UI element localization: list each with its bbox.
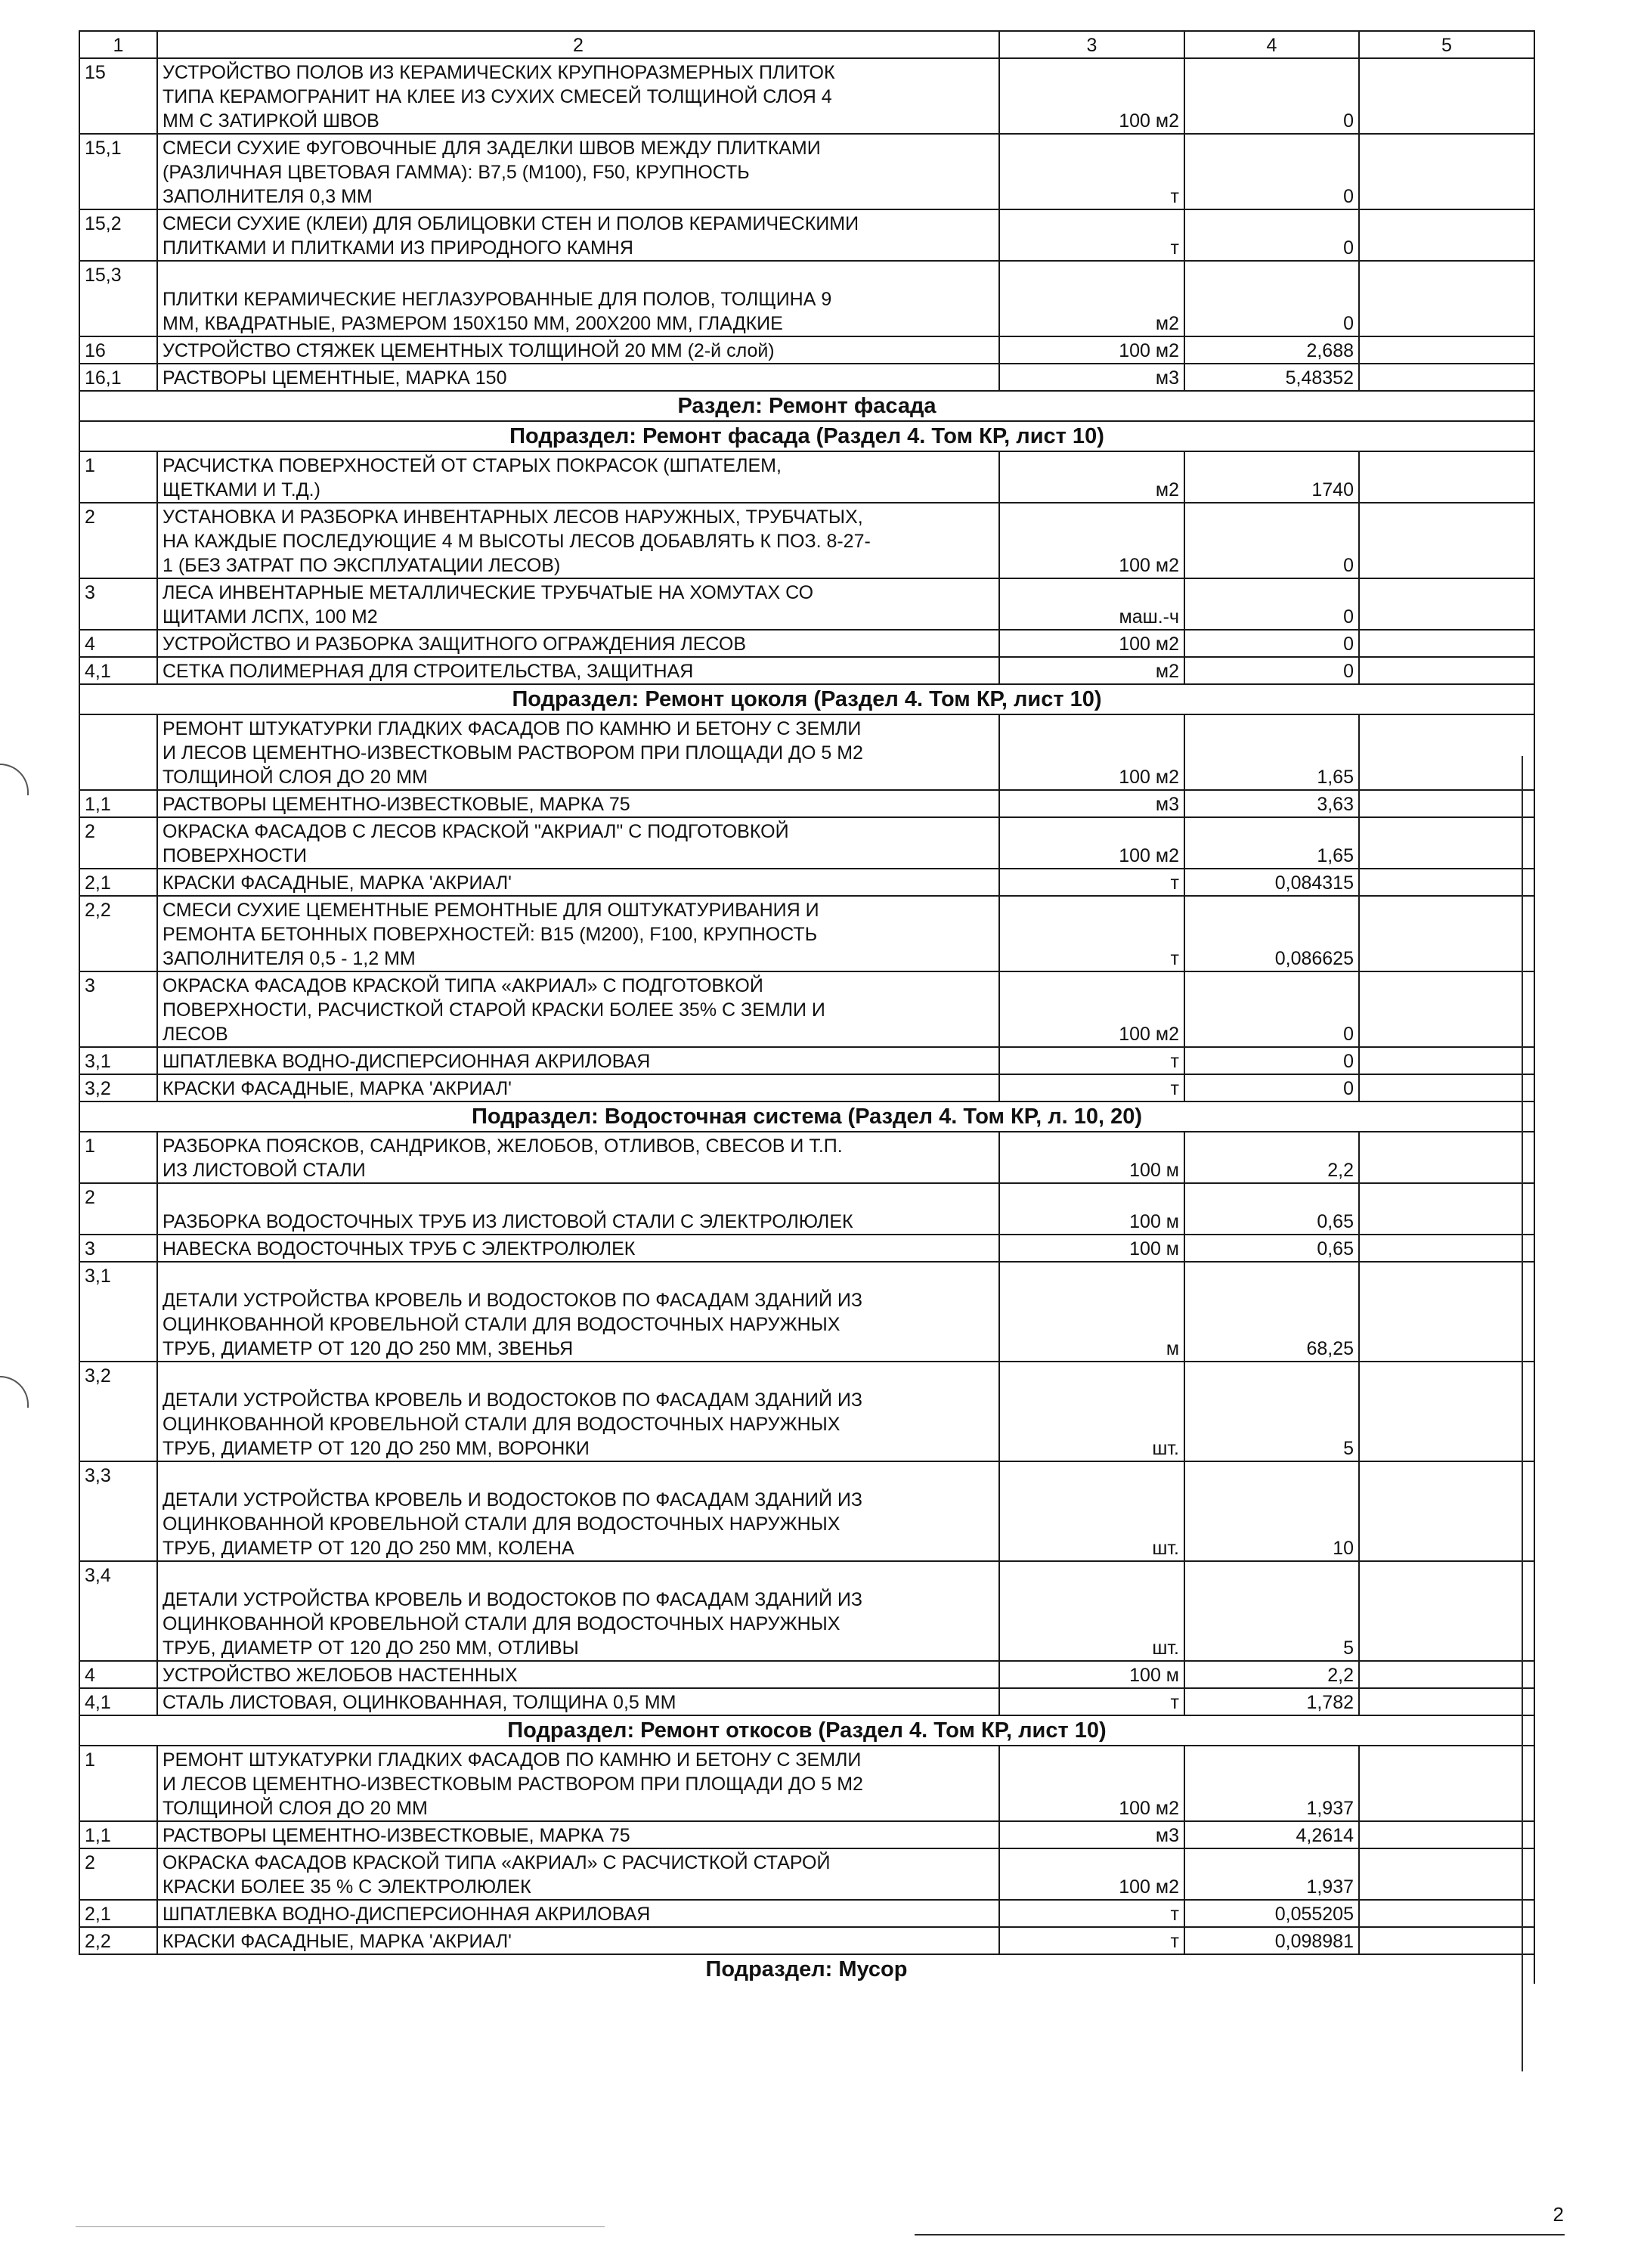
item-quantity: 2,2 (1184, 1661, 1359, 1688)
item-number: 2 (79, 817, 157, 869)
item-column-5 (1359, 503, 1534, 578)
item-number: 15,1 (79, 134, 157, 209)
item-number: 4,1 (79, 657, 157, 684)
item-unit: т (999, 869, 1184, 896)
item-name: ЛЕСА ИНВЕНТАРНЫЕ МЕТАЛЛИЧЕСКИЕ ТРУБЧАТЫЕ НА ХОМУТАХ СО ЩИТАМИ ЛСПХ, 100 М2 (157, 578, 999, 630)
item-number: 3,1 (79, 1262, 157, 1362)
item-name: РАСЧИСТКА ПОВЕРХНОСТЕЙ ОТ СТАРЫХ ПОКРАСОК (ШПАТЕЛЕМ, ЩЕТКАМИ И Т.Д.) (157, 451, 999, 503)
item-number: 2 (79, 1848, 157, 1900)
item-number: 3,2 (79, 1074, 157, 1101)
item-name: КРАСКИ ФАСАДНЫЕ, МАРКА 'АКРИАЛ' (157, 1074, 999, 1101)
estimate-table (79, 30, 1535, 1984)
item-number: 1,1 (79, 790, 157, 817)
item-number: 15,2 (79, 209, 157, 261)
item-unit: м2 (999, 261, 1184, 336)
column-number: 5 (1359, 31, 1534, 58)
item-column-5 (1359, 1074, 1534, 1101)
table-row (79, 261, 1534, 336)
item-name: РАСТВОРЫ ЦЕМЕНТНЫЕ, МАРКА 150 (157, 364, 999, 391)
item-column-5 (1359, 971, 1534, 1047)
table-row (79, 714, 1534, 790)
table-row (79, 578, 1534, 630)
item-column-5 (1359, 209, 1534, 261)
table-row (79, 1688, 1534, 1715)
item-unit: т (999, 1900, 1184, 1927)
item-column-5 (1359, 1661, 1534, 1688)
table-row (79, 134, 1534, 209)
item-name: РАСТВОРЫ ЦЕМЕНТНО-ИЗВЕСТКОВЫЕ, МАРКА 75 (157, 790, 999, 817)
section-title: Раздел: Ремонт фасада (79, 391, 1534, 421)
item-number: 3,4 (79, 1561, 157, 1661)
item-unit: м3 (999, 790, 1184, 817)
column-number-row (79, 31, 1534, 58)
subsection-title: Подраздел: Водосточная система (Раздел 4. Том КР, л. 10, 20) (79, 1101, 1534, 1132)
item-name: УСТАНОВКА И РАЗБОРКА ИНВЕНТАРНЫХ ЛЕСОВ НАРУЖНЫХ, ТРУБЧАТЫХ, НА КАЖДЫЕ ПОСЛЕДУЮЩИЕ 4 М ВЫСОТЫ ЛЕСОВ ДОБАВЛЯТЬ К ПОЗ. 8-27- 1 (БЕЗ ЗАТРАТ ПО ЭКСПЛУАТАЦИИ ЛЕСОВ) (157, 503, 999, 578)
item-quantity: 0 (1184, 971, 1359, 1047)
item-name: СМЕСИ СУХИЕ (КЛЕИ) ДЛЯ ОБЛИЦОВКИ СТЕН И ПОЛОВ КЕРАМИЧЕСКИМИ ПЛИТКАМИ И ПЛИТКАМИ ИЗ ПРИРОДНОГО КАМНЯ (157, 209, 999, 261)
table-row (79, 336, 1534, 364)
item-number: 2,2 (79, 1927, 157, 1954)
table-row (79, 869, 1534, 896)
item-unit: 100 м2 (999, 503, 1184, 578)
page-number: 2 (1553, 2203, 1564, 2226)
item-number: 3,2 (79, 1362, 157, 1461)
table-row (79, 1132, 1534, 1183)
item-unit: м2 (999, 451, 1184, 503)
item-number: 15,3 (79, 261, 157, 336)
binder-hole-mark (0, 1376, 29, 1408)
item-unit: 100 м2 (999, 817, 1184, 869)
item-column-5 (1359, 58, 1534, 134)
item-name: УСТРОЙСТВО ПОЛОВ ИЗ КЕРАМИЧЕСКИХ КРУПНОРАЗМЕРНЫХ ПЛИТОК ТИПА КЕРАМОГРАНИТ НА КЛЕЕ ИЗ СУХИХ СМЕСЕЙ ТОЛЩИНОЙ СЛОЯ 4 ММ С ЗАТИРКОЙ ШВОВ (157, 58, 999, 134)
item-number: 16,1 (79, 364, 157, 391)
item-number: 3,3 (79, 1461, 157, 1561)
item-column-5 (1359, 1688, 1534, 1715)
item-quantity: 0 (1184, 630, 1359, 657)
item-name: ШПАТЛЕВКА ВОДНО-ДИСПЕРСИОННАЯ АКРИЛОВАЯ (157, 1900, 999, 1927)
item-name: ОКРАСКА ФАСАДОВ КРАСКОЙ ТИПА «АКРИАЛ» С РАСЧИСТКОЙ СТАРОЙ КРАСКИ БОЛЕЕ 35 % С ЭЛЕКТРОЛЮЛЕК (157, 1848, 999, 1900)
item-unit: 100 м (999, 1183, 1184, 1235)
item-unit: т (999, 896, 1184, 971)
item-column-5 (1359, 896, 1534, 971)
item-quantity: 0,65 (1184, 1183, 1359, 1235)
item-quantity: 5 (1184, 1362, 1359, 1461)
table-row (79, 1927, 1534, 1954)
item-number: 15 (79, 58, 157, 134)
table-row (79, 1821, 1534, 1848)
item-quantity: 0,65 (1184, 1235, 1359, 1262)
item-name: ДЕТАЛИ УСТРОЙСТВА КРОВЕЛЬ И ВОДОСТОКОВ ПО ФАСАДАМ ЗДАНИЙ ИЗ ОЦИНКОВАННОЙ КРОВЕЛЬНОЙ СТАЛИ ДЛЯ ВОДОСТОЧНЫХ НАРУЖНЫХ ТРУБ, ДИАМЕТР ОТ 120 ДО 250 ММ, КОЛЕНА (157, 1461, 999, 1561)
column-number: 3 (999, 31, 1184, 58)
item-unit: т (999, 1688, 1184, 1715)
item-number: 3,1 (79, 1047, 157, 1074)
item-number: 1 (79, 1746, 157, 1821)
item-column-5 (1359, 1821, 1534, 1848)
item-unit: 100 м (999, 1235, 1184, 1262)
subsection-title: Подраздел: Ремонт цоколя (Раздел 4. Том КР, лист 10) (79, 684, 1534, 714)
table-row (79, 364, 1534, 391)
item-column-5 (1359, 1132, 1534, 1183)
item-name: СЕТКА ПОЛИМЕРНАЯ ДЛЯ СТРОИТЕЛЬСТВА, ЗАЩИТНАЯ (157, 657, 999, 684)
item-name: ШПАТЛЕВКА ВОДНО-ДИСПЕРСИОННАЯ АКРИЛОВАЯ (157, 1047, 999, 1074)
item-unit: т (999, 134, 1184, 209)
table-row (79, 1461, 1534, 1561)
column-number: 4 (1184, 31, 1359, 58)
item-number: 1 (79, 1132, 157, 1183)
item-number: 2,1 (79, 869, 157, 896)
item-column-5 (1359, 1183, 1534, 1235)
item-name: СМЕСИ СУХИЕ ЦЕМЕНТНЫЕ РЕМОНТНЫЕ ДЛЯ ОШТУКАТУРИВАНИЯ И РЕМОНТА БЕТОННЫХ ПОВЕРХНОСТЕЙ: В15 (М200), F100, КРУПНОСТЬ ЗАПОЛНИТЕЛЯ 0,5 - 1,2 ММ (157, 896, 999, 971)
table-row (79, 1661, 1534, 1688)
subsection-heading-row (79, 421, 1534, 451)
item-name: ОКРАСКА ФАСАДОВ С ЛЕСОВ КРАСКОЙ "АКРИАЛ" С ПОДГОТОВКОЙ ПОВЕРХНОСТИ (157, 817, 999, 869)
item-name: ДЕТАЛИ УСТРОЙСТВА КРОВЕЛЬ И ВОДОСТОКОВ ПО ФАСАДАМ ЗДАНИЙ ИЗ ОЦИНКОВАННОЙ КРОВЕЛЬНОЙ СТАЛИ ДЛЯ ВОДОСТОЧНЫХ НАРУЖНЫХ ТРУБ, ДИАМЕТР ОТ 120 ДО 250 ММ, ВОРОНКИ (157, 1362, 999, 1461)
item-quantity: 1740 (1184, 451, 1359, 503)
item-column-5 (1359, 1927, 1534, 1954)
item-number: 2,2 (79, 896, 157, 971)
item-quantity: 0 (1184, 261, 1359, 336)
table-row (79, 1074, 1534, 1101)
item-column-5 (1359, 657, 1534, 684)
item-number: 2 (79, 1183, 157, 1235)
item-unit: 100 м2 (999, 630, 1184, 657)
item-unit: м3 (999, 364, 1184, 391)
item-quantity: 0,084315 (1184, 869, 1359, 896)
item-quantity: 0 (1184, 1074, 1359, 1101)
table-row (79, 1900, 1534, 1927)
table-row (79, 896, 1534, 971)
item-column-5 (1359, 1848, 1534, 1900)
item-column-5 (1359, 364, 1534, 391)
item-quantity: 1,65 (1184, 817, 1359, 869)
item-column-5 (1359, 1461, 1534, 1561)
item-quantity: 0 (1184, 1047, 1359, 1074)
item-number: 1 (79, 451, 157, 503)
scan-edge-line (76, 2226, 605, 2227)
item-column-5 (1359, 1047, 1534, 1074)
binder-hole-mark (0, 764, 29, 795)
item-number: 3 (79, 578, 157, 630)
subsection-heading-row (79, 1715, 1534, 1746)
item-column-5 (1359, 451, 1534, 503)
item-quantity: 4,2614 (1184, 1821, 1359, 1848)
table-row (79, 1235, 1534, 1262)
item-quantity: 10 (1184, 1461, 1359, 1561)
item-unit: т (999, 1047, 1184, 1074)
item-column-5 (1359, 869, 1534, 896)
item-unit: т (999, 209, 1184, 261)
item-quantity: 1,937 (1184, 1848, 1359, 1900)
item-number: 2,1 (79, 1900, 157, 1927)
table-row (79, 209, 1534, 261)
subsection-heading-row (79, 684, 1534, 714)
table-row (79, 1362, 1534, 1461)
item-quantity: 1,937 (1184, 1746, 1359, 1821)
item-quantity: 5,48352 (1184, 364, 1359, 391)
table-row (79, 1746, 1534, 1821)
item-unit: 100 м2 (999, 1746, 1184, 1821)
item-name: КРАСКИ ФАСАДНЫЕ, МАРКА 'АКРИАЛ' (157, 1927, 999, 1954)
item-column-5 (1359, 1235, 1534, 1262)
item-column-5 (1359, 261, 1534, 336)
table-row (79, 657, 1534, 684)
item-quantity: 0 (1184, 503, 1359, 578)
item-column-5 (1359, 336, 1534, 364)
item-quantity: 1,65 (1184, 714, 1359, 790)
subsection-title: Подраздел: Ремонт откосов (Раздел 4. Том КР, лист 10) (79, 1715, 1534, 1746)
item-unit: шт. (999, 1362, 1184, 1461)
item-unit: маш.-ч (999, 578, 1184, 630)
item-number (79, 714, 157, 790)
item-name: НАВЕСКА ВОДОСТОЧНЫХ ТРУБ С ЭЛЕКТРОЛЮЛЕК (157, 1235, 999, 1262)
item-column-5 (1359, 1561, 1534, 1661)
item-number: 3 (79, 971, 157, 1047)
table-row (79, 790, 1534, 817)
item-quantity: 0 (1184, 578, 1359, 630)
item-unit: т (999, 1927, 1184, 1954)
item-unit: 100 м (999, 1661, 1184, 1688)
subsection-title: Подраздел: Мусор (79, 1954, 1534, 1984)
item-name: УСТРОЙСТВО ЖЕЛОБОВ НАСТЕННЫХ (157, 1661, 999, 1688)
item-unit: м (999, 1262, 1184, 1362)
item-quantity: 68,25 (1184, 1262, 1359, 1362)
item-number: 3 (79, 1235, 157, 1262)
item-name: ОКРАСКА ФАСАДОВ КРАСКОЙ ТИПА «АКРИАЛ» С ПОДГОТОВКОЙ ПОВЕРХНОСТИ, РАСЧИСТКОЙ СТАРОЙ КРАСКИ БОЛЕЕ 35% С ЗЕМЛИ И ЛЕСОВ (157, 971, 999, 1047)
table-row (79, 58, 1534, 134)
item-name: ПЛИТКИ КЕРАМИЧЕСКИЕ НЕГЛАЗУРОВАННЫЕ ДЛЯ ПОЛОВ, ТОЛЩИНА 9 ММ, КВАДРАТНЫЕ, РАЗМЕРОМ 150Х150 ММ, 200Х200 ММ, ГЛАДКИЕ (157, 261, 999, 336)
estimate-table-body (79, 31, 1534, 1984)
item-name: КРАСКИ ФАСАДНЫЕ, МАРКА 'АКРИАЛ' (157, 869, 999, 896)
item-name: РЕМОНТ ШТУКАТУРКИ ГЛАДКИХ ФАСАДОВ ПО КАМНЮ И БЕТОНУ С ЗЕМЛИ И ЛЕСОВ ЦЕМЕНТНО-ИЗВЕСТКОВЫМ РАСТВОРОМ ПРИ ПЛОЩАДИ ДО 5 М2 ТОЛЩИНОЙ СЛОЯ ДО 20 ММ (157, 714, 999, 790)
item-quantity: 0 (1184, 657, 1359, 684)
item-unit: 100 м (999, 1132, 1184, 1183)
item-column-5 (1359, 1900, 1534, 1927)
item-quantity: 2,2 (1184, 1132, 1359, 1183)
item-quantity: 5 (1184, 1561, 1359, 1661)
item-column-5 (1359, 1262, 1534, 1362)
section-heading-row (79, 391, 1534, 421)
item-quantity: 1,782 (1184, 1688, 1359, 1715)
item-name: УСТРОЙСТВО СТЯЖЕК ЦЕМЕНТНЫХ ТОЛЩИНОЙ 20 ММ (2-й слой) (157, 336, 999, 364)
item-number: 4 (79, 630, 157, 657)
item-unit: 100 м2 (999, 971, 1184, 1047)
table-row (79, 1183, 1534, 1235)
item-column-5 (1359, 578, 1534, 630)
item-unit: 100 м2 (999, 1848, 1184, 1900)
item-unit: м2 (999, 657, 1184, 684)
item-quantity: 0,086625 (1184, 896, 1359, 971)
item-name: РАЗБОРКА ПОЯСКОВ, САНДРИКОВ, ЖЕЛОБОВ, ОТЛИВОВ, СВЕСОВ И Т.П. ИЗ ЛИСТОВОЙ СТАЛИ (157, 1132, 999, 1183)
item-column-5 (1359, 630, 1534, 657)
item-unit: 100 м2 (999, 58, 1184, 134)
item-column-5 (1359, 817, 1534, 869)
table-row (79, 451, 1534, 503)
item-number: 2 (79, 503, 157, 578)
item-column-5 (1359, 1362, 1534, 1461)
item-unit: т (999, 1074, 1184, 1101)
item-number: 4,1 (79, 1688, 157, 1715)
item-name: ДЕТАЛИ УСТРОЙСТВА КРОВЕЛЬ И ВОДОСТОКОВ ПО ФАСАДАМ ЗДАНИЙ ИЗ ОЦИНКОВАННОЙ КРОВЕЛЬНОЙ СТАЛИ ДЛЯ ВОДОСТОЧНЫХ НАРУЖНЫХ ТРУБ, ДИАМЕТР ОТ 120 ДО 250 ММ, ОТЛИВЫ (157, 1561, 999, 1661)
table-row (79, 971, 1534, 1047)
table-row (79, 817, 1534, 869)
scan-edge-line (1522, 756, 1523, 2071)
item-number: 4 (79, 1661, 157, 1688)
column-number: 1 (79, 31, 157, 58)
item-unit: шт. (999, 1461, 1184, 1561)
item-unit: 100 м2 (999, 336, 1184, 364)
table-row (79, 1047, 1534, 1074)
item-number: 1,1 (79, 1821, 157, 1848)
item-name: РЕМОНТ ШТУКАТУРКИ ГЛАДКИХ ФАСАДОВ ПО КАМНЮ И БЕТОНУ С ЗЕМЛИ И ЛЕСОВ ЦЕМЕНТНО-ИЗВЕСТКОВЫМ РАСТВОРОМ ПРИ ПЛОЩАДИ ДО 5 М2 ТОЛЩИНОЙ СЛОЯ ДО 20 ММ (157, 1746, 999, 1821)
subsection-heading-row (79, 1954, 1534, 1984)
item-name: ДЕТАЛИ УСТРОЙСТВА КРОВЕЛЬ И ВОДОСТОКОВ ПО ФАСАДАМ ЗДАНИЙ ИЗ ОЦИНКОВАННОЙ КРОВЕЛЬНОЙ СТАЛИ ДЛЯ ВОДОСТОЧНЫХ НАРУЖНЫХ ТРУБ, ДИАМЕТР ОТ 120 ДО 250 ММ, ЗВЕНЬЯ (157, 1262, 999, 1362)
item-quantity: 0 (1184, 58, 1359, 134)
item-quantity: 0 (1184, 209, 1359, 261)
item-unit: 100 м2 (999, 714, 1184, 790)
table-row (79, 1561, 1534, 1661)
item-name: РАСТВОРЫ ЦЕМЕНТНО-ИЗВЕСТКОВЫЕ, МАРКА 75 (157, 1821, 999, 1848)
item-column-5 (1359, 714, 1534, 790)
item-column-5 (1359, 790, 1534, 817)
item-name: РАЗБОРКА ВОДОСТОЧНЫХ ТРУБ ИЗ ЛИСТОВОЙ СТАЛИ С ЭЛЕКТРОЛЮЛЕК (157, 1183, 999, 1235)
item-quantity: 2,688 (1184, 336, 1359, 364)
subsection-heading-row (79, 1101, 1534, 1132)
item-column-5 (1359, 1746, 1534, 1821)
item-name: УСТРОЙСТВО И РАЗБОРКА ЗАЩИТНОГО ОГРАЖДЕНИЯ ЛЕСОВ (157, 630, 999, 657)
item-quantity: 0 (1184, 134, 1359, 209)
item-unit: м3 (999, 1821, 1184, 1848)
table-row (79, 503, 1534, 578)
item-unit: шт. (999, 1561, 1184, 1661)
column-number: 2 (157, 31, 999, 58)
table-row (79, 1262, 1534, 1362)
subsection-title: Подраздел: Ремонт фасада (Раздел 4. Том КР, лист 10) (79, 421, 1534, 451)
item-quantity: 3,63 (1184, 790, 1359, 817)
table-row (79, 630, 1534, 657)
item-name: СТАЛЬ ЛИСТОВАЯ, ОЦИНКОВАННАЯ, ТОЛЩИНА 0,5 ММ (157, 1688, 999, 1715)
item-quantity: 0,055205 (1184, 1900, 1359, 1927)
item-quantity: 0,098981 (1184, 1927, 1359, 1954)
table-row (79, 1848, 1534, 1900)
item-column-5 (1359, 134, 1534, 209)
item-number: 16 (79, 336, 157, 364)
item-name: СМЕСИ СУХИЕ ФУГОВОЧНЫЕ ДЛЯ ЗАДЕЛКИ ШВОВ МЕЖДУ ПЛИТКАМИ (РАЗЛИЧНАЯ ЦВЕТОВАЯ ГАММА): В7,5 (М100), F50, КРУПНОСТЬ ЗАПОЛНИТЕЛЯ 0,3 ММ (157, 134, 999, 209)
scan-edge-line (915, 2234, 1565, 2235)
